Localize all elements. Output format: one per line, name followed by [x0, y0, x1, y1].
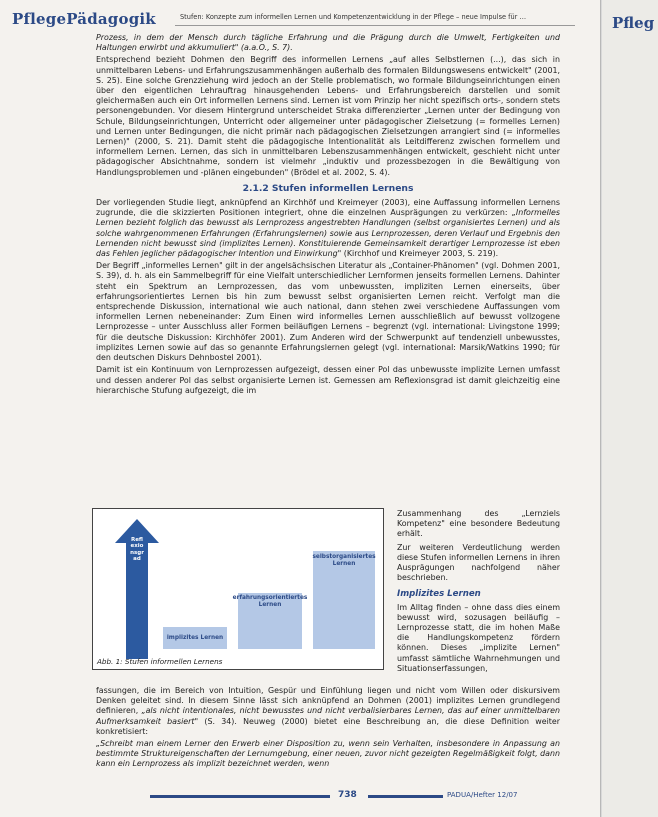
subheading-implicit-learning: Implizites Lernen	[397, 589, 481, 600]
paragraph-implicit-definition: fassungen, die im Bereich von Intuition, Gespür und Einfühlung liegen und nicht vom Willen oder diskursivem Denken geleitet sind. In diesem Sinne lässt sich anknüpfend an Dohmen (2001) implizites Lernen grundlegend definieren, „als nicht intentionales, nicht bewusstes und nicht verbalisierbares Lernen, das auf einer unmittelbaren Aufmerksamkeit basiert" (S. 34). Neuweg (2000) bietet eine Beschreibung an, die diese Definition weiter konkretisiert:	[96, 686, 560, 736]
next-page-edge	[602, 0, 658, 817]
text-column-side	[397, 509, 560, 677]
box-self-organized-learning: selbstorganisiertes Lernen	[313, 551, 375, 649]
paragraph-container-phenomenon: Der Begriff „informelles Lernen" gilt in der angelsächsischen Literatur als „Container-Phänomen" (vgl. Dohmen 2001, S. 39), d. h. als ein Sammelbegriff für eine Vielfalt unterschiedlicher Lernformen jenseits formellen Lernens. Dahinter steht ein Spektrum an Lernprozessen, das vom unbewussten, impliziten Lernen einerseits, über erfahrungsorientiertes Lernen bis hin zum bewusst selbst organisierten Lernen reicht. Verfolgt man die entsprechende Diskussion, international wie auch national, dann stehen zwei verschiedene Auffassungen vom informellen Lernen nebeneinander: Zum Einen wird informelles Lernen ausschließlich auf bewusst vollzogene Lernprozesse – unter Ausschluss aller Formen beiläufigen Lernens – begrenzt (vgl. international: Livingstone 1999; für die deutsche Diskussion: Kirchhöfer 2001). Zum Anderen wird der Schwerpunkt auf tendenziell unbewusstes, implizites Lernen sowie auf das so genannte Erfahrungslernen gelegt (vgl. international: Marsik/Watkins 1990; für den deutschen Diskurs Dehnbostel 2001).	[96, 261, 560, 363]
running-title: Stufen: Konzepte zum informellen Lernen und Kompetenzentwicklung in der Pflege – neue Impulse für …	[180, 13, 527, 21]
figure-caption: Abb. 1: Stufen informellen Lernens	[97, 657, 223, 666]
box-implicit-learning: implizites Lernen	[163, 627, 227, 649]
text-column-bottom	[96, 686, 560, 772]
footer-rule-left	[150, 795, 330, 798]
box-experiential-learning: erfahrungsorientiertes Lernen	[238, 593, 302, 649]
paragraph-stages: Zur weiteren Verdeutlichung werden diese Stufen informellen Lernens in ihren Ausprägungen nachfolgend näher beschrieben.	[397, 542, 560, 583]
journal-logo: PflegePädagogik	[12, 10, 156, 28]
journal-logo-next-page: Pfleg	[612, 14, 655, 32]
text-column-top	[96, 33, 560, 398]
footer-rule-middle	[368, 795, 443, 798]
quote-ending: Prozess, in dem der Mensch durch tägliche Erfahrung und die Prägung durch die Umwelt, Fertigkeiten und Haltungen erwirbt und akkumuliert" (a.a.O., S. 7).	[96, 33, 560, 53]
page-number: 738	[338, 790, 357, 800]
paragraph-continuum: Damit ist ein Kontinuum von Lernprozessen aufgezeigt, dessen einer Pol das unbewusste implizite Lernen umfasst und dessen anderer Pol das selbst organisierte Lernen ist. Gemessen am Reflexionsgrad ist damit gleichzeitig eine hierarchische Stufung aufgezeigt, die im	[96, 365, 560, 395]
arrow-label: Reflexionsgrad	[130, 537, 144, 562]
section-heading: 2.1.2 Stufen informellen Lernens	[242, 182, 414, 194]
figure-stages-of-informal-learning	[92, 508, 384, 670]
page-footer	[150, 790, 580, 802]
paragraph-dohmen: Entsprechend bezieht Dohmen den Begriff des informellen Lernens „auf alles Selbstlernen (...), das sich in unmittelbaren Lebens- und Erfahrungszusammenhängen außerhalb des formalen Bildungswesens entwickelt" (2001, S. 25). Eine solche Grenzziehung wird jedoch an der Stelle problematisch, wo formale Bildungseinrichtungen einen über den eigentlichen Lehrauftrag hinausgehenden Lebens- und Erfahrungsbereich darstellen und somit gleichermaßen auch ein Ort informellen Lernens sind. Lernen ist vom Prinzip her nicht spezifisch orts-, sondern stets personengebunden. Vor diesem Hintergrund unterscheidet Straka differenzierter „Lernen unter der Bedingung von Schule, Bildungseinrichtungen, Unterricht oder allgemeiner unter pädagogischer Zielsetzung (= formelles Lernen) und Lernen unter Bedingungen, die nicht primär nach pädagogischen Zielsetzungen arrangiert sind (= informelles Lernen)" (2000, S. 21). Damit steht die pädagogische Intentionalität als Leitdifferenz zwischen formellem und informellem Lernen. Lernen, das sich in unmittelbaren Lebenszusammenhängen entwickelt, geschieht nicht unter pädagogischer Absichtnahme, sondern ist vielmehr „induktiv und prozessbezogen in die Bewältigung von Handlungsproblemen und -plänen eingebunden" (Brödel et al. 2002, S. 4).	[96, 55, 560, 177]
quote-neuweg: „Schreibt man einem Lerner den Erwerb einer Disposition zu, wenn sein Verhalten, insbesondere in Anpassung an bestimmte Struktureigenschaften der Lernumgebung, einer neuen, zuvor nicht gezeigten Regelmäßigkeit folgt, dann kann ein Lernprozess als implizit bezeichnet werden, wenn	[96, 739, 560, 769]
journal-issue: PADUA/Hefter 12/07	[447, 791, 518, 799]
paragraph-implicit-learning: Im Alltag finden – ohne dass dies einem bewusst wird, sozusagen beiläufig – Lernprozesse statt, die im hohen Maße die Handlungskompetenz fördern können. Dieses „implizite Lernen" umfasst sämtliche Wahrnehmungen und Situationserfassungen,	[397, 602, 560, 673]
paragraph-competence: Zusammenhang des „Lernziels Kompetenz" eine besondere Bedeutung erhält.	[397, 509, 560, 539]
header-rule	[175, 25, 575, 26]
paragraph-definition: Der vorliegenden Studie liegt, anknüpfend an Kirchhöf und Kreimeyer (2003), eine Auffassung informellen Lernens zugrunde, die die skizzierten Positionen integriert, ohne die einzelnen Ausprägungen zu verkürzen: „Informelles Lernen bezieht folglich das bewusst als Lernprozess angestrebten Handlungen (selbst organisiertes Lernen) und als solche wahrgenommenen Erfahrungen (Erfahrungslernen) sowie aus Lernprozessen, deren Verlauf und Ergebnis den Lernenden nicht bewusst sind (implizites Lernen). Konstituierende Gemeinsamkeit derartiger Lernprozesse ist eben das Fehlen jeglicher pädagogischer Intention und Einwirkung" (Kirchhof und Kreimeyer 2003, S. 219).	[96, 198, 560, 259]
